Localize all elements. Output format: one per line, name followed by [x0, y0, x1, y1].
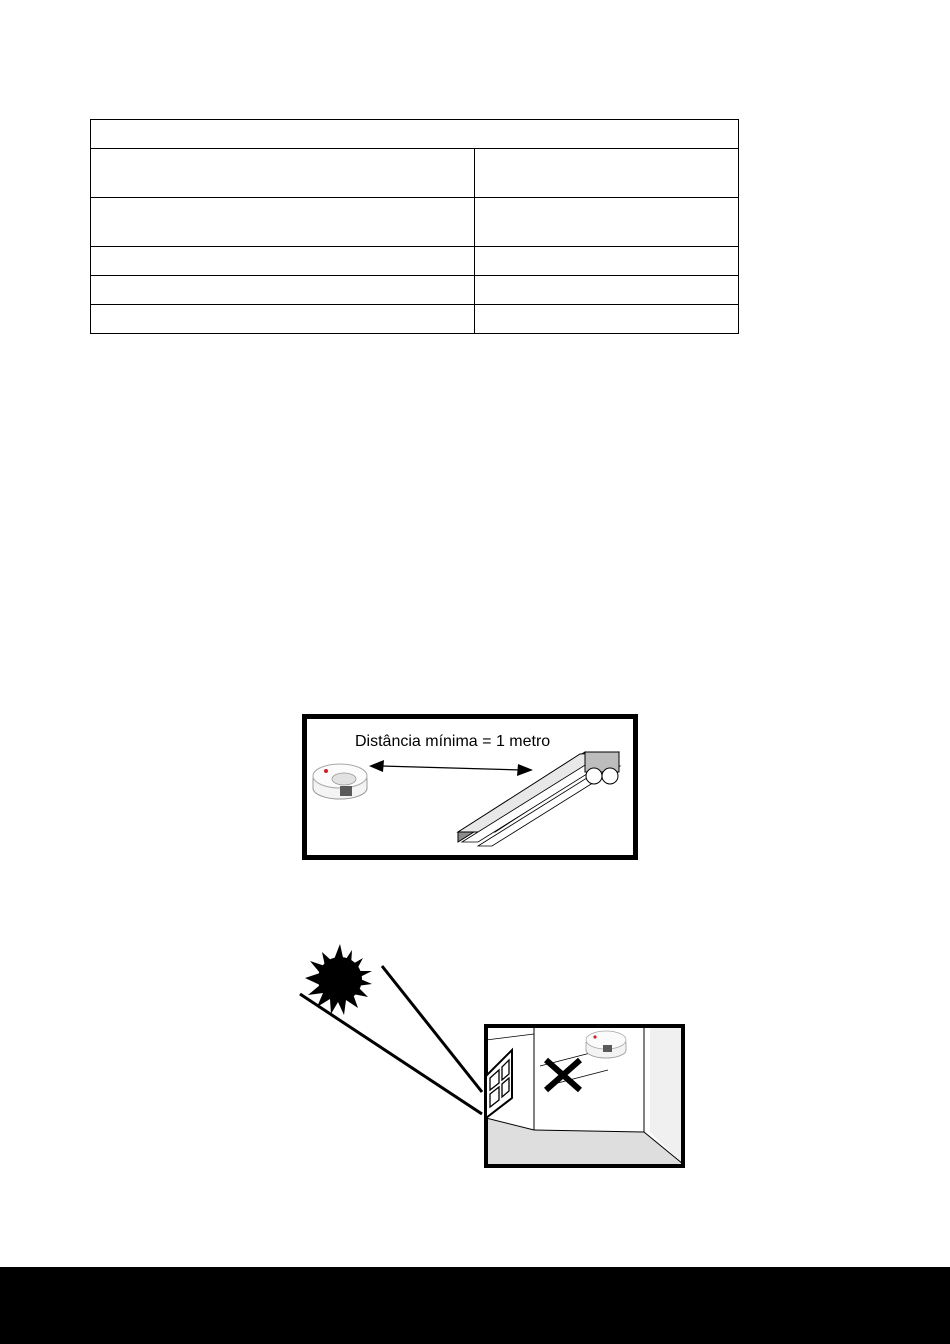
table-row	[91, 149, 739, 198]
smoke-detector-icon	[313, 764, 367, 799]
sun-ray-upper	[382, 966, 482, 1092]
table-row	[91, 276, 739, 305]
sun-ray-lower	[300, 994, 482, 1114]
distance-figure	[302, 714, 638, 860]
table-cell	[91, 149, 475, 198]
table-cell	[475, 247, 739, 276]
sunlight-figure	[296, 938, 688, 1170]
table-cell	[475, 149, 739, 198]
table-row	[91, 247, 739, 276]
spec-table	[90, 119, 739, 334]
table-header-row	[91, 120, 739, 149]
smoke-detector-icon	[586, 1031, 626, 1058]
table-row	[91, 305, 739, 334]
table-cell	[91, 198, 475, 247]
table-cell	[91, 247, 475, 276]
table-cell	[475, 305, 739, 334]
distance-label: Distância mínima = 1 metro	[355, 733, 551, 750]
table-cell	[475, 198, 739, 247]
table-cell	[475, 276, 739, 305]
footer-bar	[0, 1267, 950, 1344]
table-header-cell	[91, 120, 739, 149]
table-row	[91, 198, 739, 247]
room-figure	[486, 1024, 683, 1167]
table-cell	[91, 305, 475, 334]
table-cell	[91, 276, 475, 305]
